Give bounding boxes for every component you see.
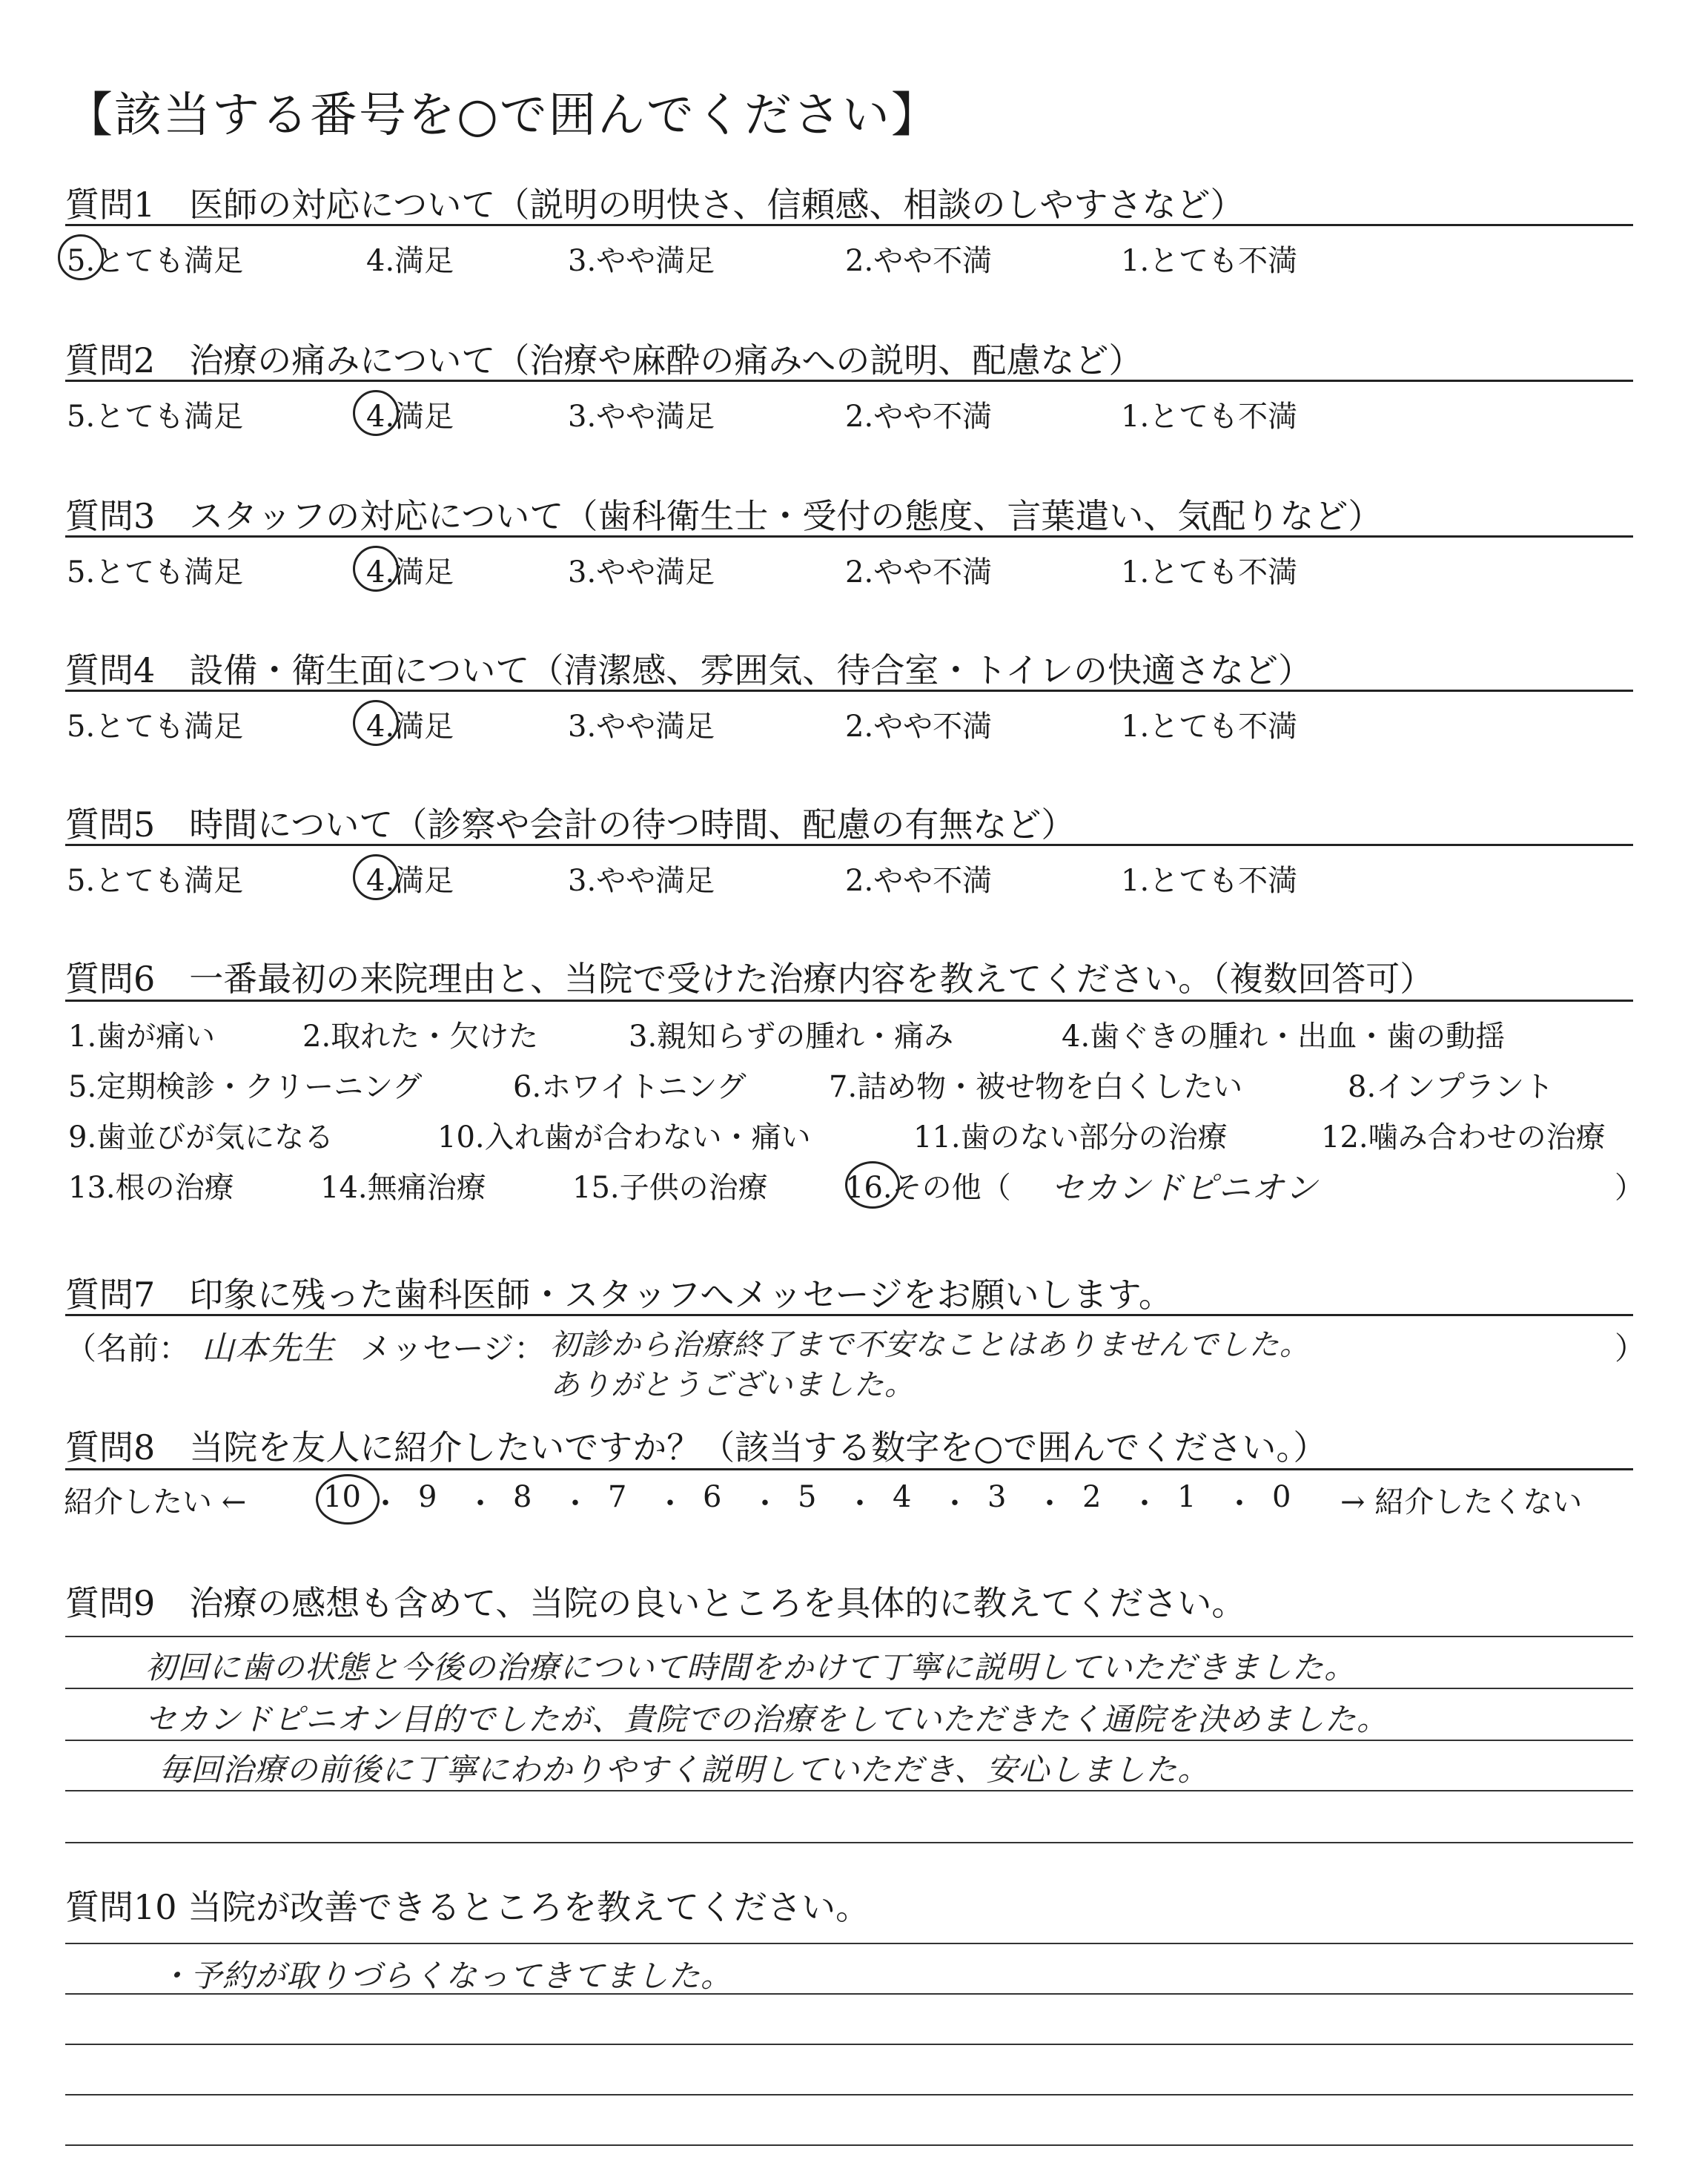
q4-option-1[interactable]: 1.とても不満 <box>1121 710 1298 744</box>
q7-name-value[interactable]: 山本先生 <box>202 1330 335 1367</box>
q6-option[interactable]: 6.ホワイトニング <box>513 1070 747 1104</box>
q3-rule <box>65 535 1633 538</box>
q5-option-1[interactable]: 1.とても不満 <box>1121 864 1298 898</box>
q8-scale-number[interactable]: 3 <box>987 1480 1007 1514</box>
q6-option[interactable]: 12.噛み合わせの治療 <box>1321 1120 1606 1155</box>
q10-line <box>65 2144 1633 2146</box>
q1-rule <box>65 224 1633 226</box>
q2-option-2[interactable]: 2.やや不満 <box>845 400 993 434</box>
q8-scale-separator: ・ <box>1130 1487 1159 1521</box>
q8-scale-separator: ・ <box>1035 1487 1065 1521</box>
q9-line <box>65 1790 1633 1791</box>
q1-option-3[interactable]: 3.やや満足 <box>568 244 715 278</box>
q10-line <box>65 2044 1633 2045</box>
q6-option[interactable]: 13.根の治療 <box>68 1171 234 1205</box>
q2-option-5[interactable]: 5.とても満足 <box>67 400 244 434</box>
q8-left-label: 紹介したい ← <box>64 1485 247 1519</box>
q9-answer-line[interactable]: 初回に歯の状態と今後の治療について時間をかけて丁寧に説明していただきました。 <box>145 1649 1357 1685</box>
q5-option-2[interactable]: 2.やや不満 <box>845 864 993 898</box>
q2-option-4[interactable]: 4.満足 <box>366 400 454 434</box>
q7-message-line2[interactable]: ありがとうございました。 <box>550 1368 915 1402</box>
q6-rule <box>65 1000 1633 1002</box>
q8-scale-number[interactable]: 4 <box>893 1480 912 1514</box>
q1-option-2[interactable]: 2.やや不満 <box>845 244 993 278</box>
q5-rule <box>65 844 1633 846</box>
q8-rule <box>65 1468 1633 1470</box>
q7-message-label: メッセージ： <box>360 1330 546 1367</box>
q2-rule <box>65 380 1633 382</box>
q7-rule <box>65 1314 1633 1316</box>
q6-option[interactable]: 8.インプラント <box>1348 1070 1555 1104</box>
q3-option-1[interactable]: 1.とても不満 <box>1121 555 1298 589</box>
q4-title: 質問4 設備・衛生面について（清潔感、雰囲気、待合室・トイレの快適さなど） <box>65 650 1313 690</box>
q3-option-3[interactable]: 3.やや満足 <box>568 555 715 589</box>
q8-scale-number[interactable]: 10 <box>323 1480 361 1514</box>
q7-close-paren: ） <box>1615 1330 1646 1367</box>
q10-line <box>65 2094 1633 2095</box>
q8-scale-separator: ・ <box>560 1487 590 1521</box>
q8-scale-separator: ・ <box>845 1487 875 1521</box>
q5-option-3[interactable]: 3.やや満足 <box>568 864 715 898</box>
q8-scale-number[interactable]: 1 <box>1177 1480 1196 1514</box>
q4-option-5[interactable]: 5.とても満足 <box>67 710 244 744</box>
q6-option[interactable]: 1.歯が痛い <box>68 1020 216 1054</box>
q6-title: 質問6 一番最初の来院理由と、当院で受けた治療内容を教えてください。（複数回答可） <box>65 959 1434 999</box>
q5-selection-circle <box>353 854 399 900</box>
q3-selection-circle <box>353 546 399 592</box>
q4-rule <box>65 690 1633 692</box>
q8-scale-number[interactable]: 0 <box>1272 1480 1291 1514</box>
q8-scale-number[interactable]: 8 <box>513 1480 532 1514</box>
q6-option-other[interactable]: 16.その他（ <box>845 1171 1011 1205</box>
q2-title: 質問2 治療の痛みについて（治療や麻酔の痛みへの説明、配慮など） <box>65 340 1143 380</box>
q8-scale-separator: ・ <box>655 1487 685 1521</box>
q8-scale-separator: ・ <box>940 1487 970 1521</box>
q3-title: 質問3 スタッフの対応について（歯科衛生士・受付の態度、言葉遣い、気配りなど） <box>65 496 1383 536</box>
q1-selection-circle <box>58 234 104 280</box>
q4-option-2[interactable]: 2.やや不満 <box>845 710 993 744</box>
q1-option-4[interactable]: 4.満足 <box>366 244 454 278</box>
q8-scale-number[interactable]: 2 <box>1082 1480 1102 1514</box>
q8-scale-separator: ・ <box>1225 1487 1254 1521</box>
q6-option[interactable]: 7.詰め物・被せ物を白くしたい <box>829 1070 1243 1104</box>
q8-scale-number[interactable]: 9 <box>418 1480 437 1514</box>
q6-option[interactable]: 5.定期検診・クリーニング <box>68 1070 423 1104</box>
q3-option-4[interactable]: 4.満足 <box>366 555 454 589</box>
q4-selection-circle <box>353 700 399 746</box>
q8-right-label: → 紹介したくない <box>1340 1485 1583 1519</box>
q9-answer-line[interactable]: 毎回治療の前後に丁寧にわかりやすく説明していただき、安心しました。 <box>159 1751 1210 1788</box>
q3-option-2[interactable]: 2.やや不満 <box>845 555 993 589</box>
q9-title: 質問9 治療の感想も含めて、当院の良いところを具体的に教えてください。 <box>65 1583 1246 1623</box>
q8-scale-separator: ・ <box>750 1487 780 1521</box>
q10-answer-line[interactable]: ・予約が取りづらくなってきてました。 <box>159 1958 733 1994</box>
q6-selection-circle <box>845 1161 900 1209</box>
q1-title: 質問1 医師の対応について（説明の明快さ、信頼感、相談のしやすさなど） <box>65 185 1245 225</box>
q6-other-text[interactable]: セカンドピニオン <box>1051 1169 1318 1207</box>
q2-option-1[interactable]: 1.とても不満 <box>1121 400 1298 434</box>
q9-line <box>65 1740 1633 1741</box>
q2-option-3[interactable]: 3.やや満足 <box>568 400 715 434</box>
q8-scale-separator: ・ <box>466 1487 495 1521</box>
q5-option-5[interactable]: 5.とても満足 <box>67 864 244 898</box>
q6-option[interactable]: 15.子供の治療 <box>572 1171 768 1205</box>
q9-line <box>65 1636 1633 1637</box>
q1-option-5[interactable]: 5.とても満足 <box>67 244 244 278</box>
q5-option-4[interactable]: 4.満足 <box>366 864 454 898</box>
q10-title: 質問10 当院が改善できるところを教えてください。 <box>65 1887 870 1927</box>
q8-scale-number[interactable]: 5 <box>798 1480 817 1514</box>
q6-option[interactable]: 2.取れた・欠けた <box>302 1020 539 1054</box>
q6-option[interactable]: 11.歯のない部分の治療 <box>913 1120 1228 1155</box>
q6-close-paren: ） <box>1615 1171 1644 1205</box>
q6-option[interactable]: 9.歯並びが気になる <box>68 1120 334 1155</box>
page-title: 【該当する番号を○で囲んでください】 <box>65 88 940 143</box>
q6-option[interactable]: 4.歯ぐきの腫れ・出血・歯の動揺 <box>1062 1020 1506 1054</box>
q8-scale-separator: ・ <box>371 1487 400 1521</box>
q6-option[interactable]: 3.親知らずの腫れ・痛み <box>629 1020 954 1054</box>
q5-title: 質問5 時間について（診察や会計の待つ時間、配慮の有無など） <box>65 805 1076 845</box>
q9-line <box>65 1842 1633 1843</box>
q6-option[interactable]: 10.入れ歯が合わない・痛い <box>437 1120 811 1155</box>
q6-option[interactable]: 14.無痛治療 <box>320 1171 486 1205</box>
q8-title: 質問8 当院を友人に紹介したいですか？（該当する数字を○で囲んでください。） <box>65 1427 1328 1467</box>
q9-line <box>65 1688 1633 1689</box>
q8-scale-number[interactable]: 6 <box>703 1480 722 1514</box>
q4-option-3[interactable]: 3.やや満足 <box>568 710 715 744</box>
q9-answer-line[interactable]: セカンドピニオン目的でしたが、貴院での治療をしていただきたく通院を決めました。 <box>145 1701 1389 1737</box>
q10-line <box>65 1943 1633 1944</box>
q3-option-5[interactable]: 5.とても満足 <box>67 555 244 589</box>
q7-name-label: （名前： <box>65 1330 191 1367</box>
q8-scale-number[interactable]: 7 <box>608 1480 627 1514</box>
q8-selection-circle <box>316 1474 380 1525</box>
q2-selection-circle <box>353 390 399 436</box>
q1-option-1[interactable]: 1.とても不満 <box>1121 244 1298 278</box>
q4-option-4[interactable]: 4.満足 <box>366 710 454 744</box>
q7-title: 質問7 印象に残った歯科医師・スタッフへメッセージをお願いします。 <box>65 1275 1173 1315</box>
q7-message-line1[interactable]: 初診から治療終了まで不安なことはありませんでした。 <box>550 1328 1310 1362</box>
